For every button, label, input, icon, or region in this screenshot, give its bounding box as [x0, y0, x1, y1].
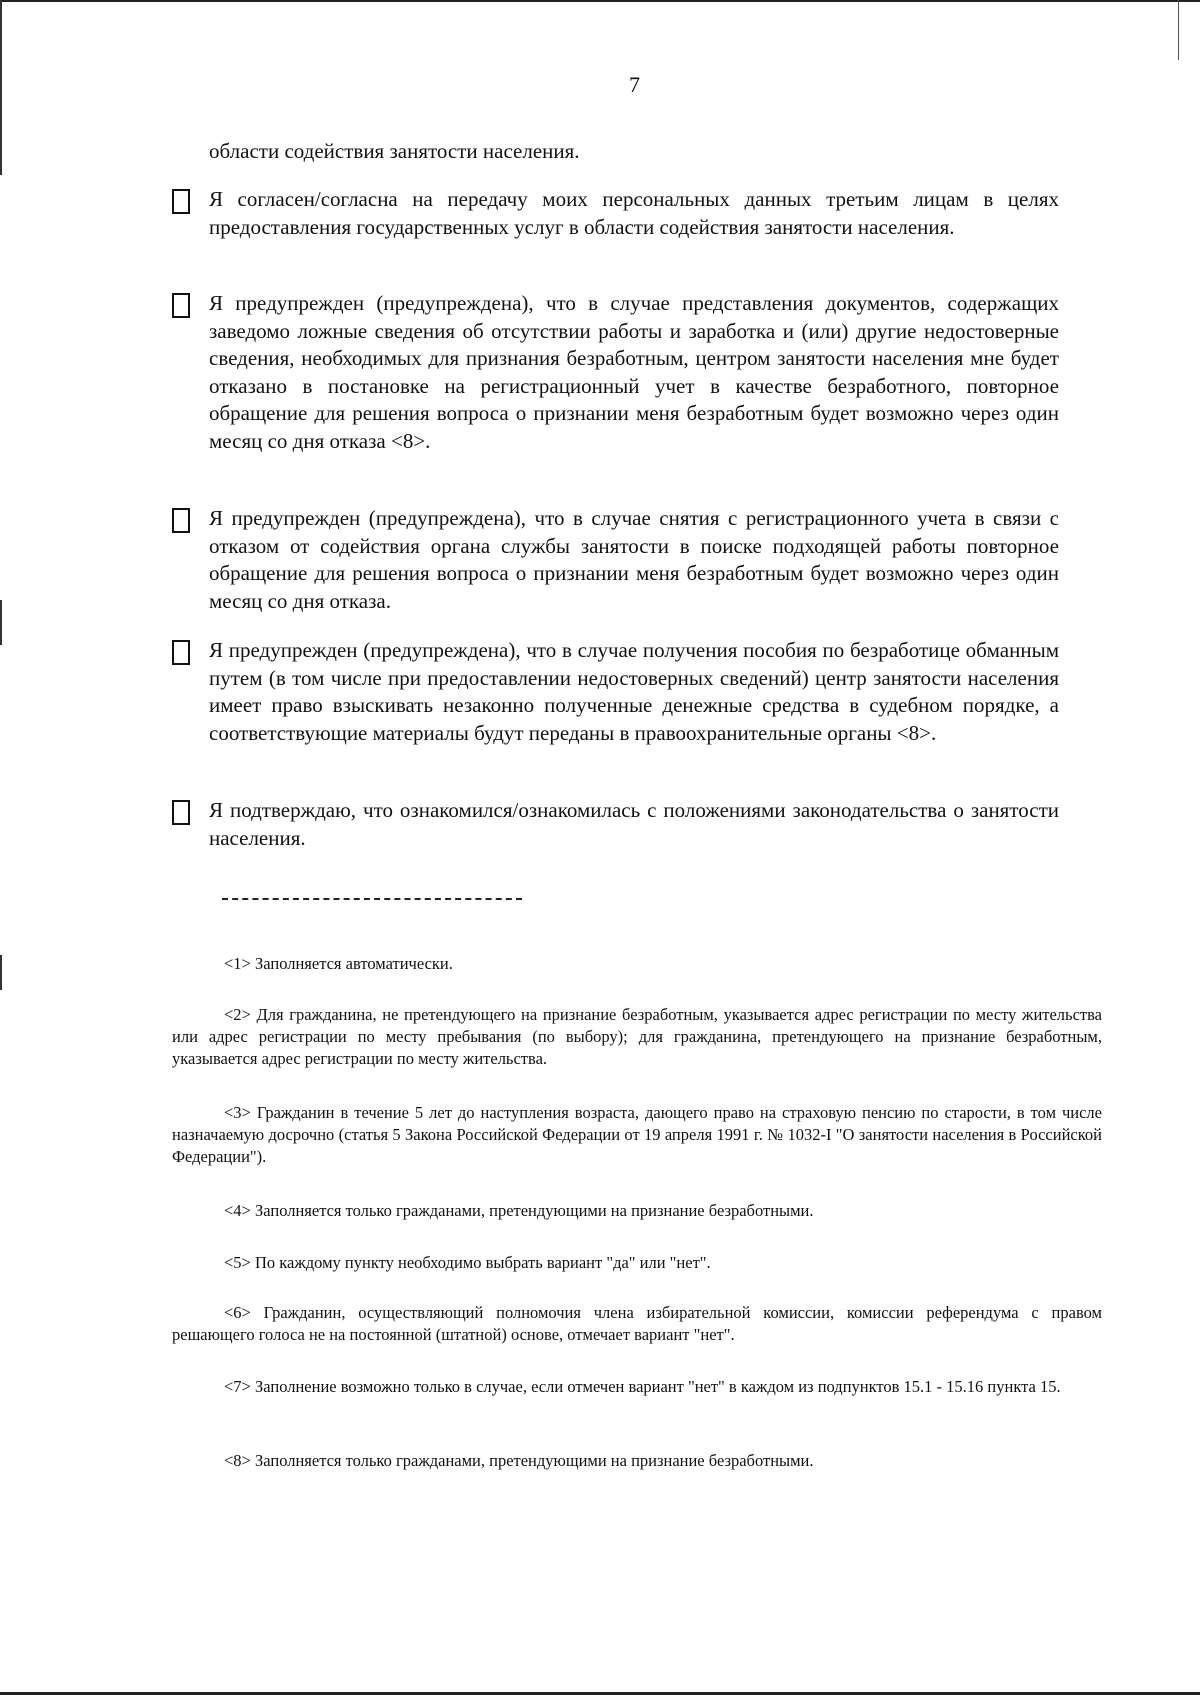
consent-checkbox-1[interactable] — [172, 189, 190, 214]
footnote-4: <4> Заполняется только гражданами, претендующими на признание безработными. — [224, 1201, 814, 1220]
consent-checkbox-3[interactable] — [172, 508, 190, 533]
footnote-7: <7> Заполнение возможно только в случае, если отмечен вариант "нет" в каждом из подпунктов 15.1 - 15.16 пункта 15. — [224, 1377, 1061, 1396]
intro-text: области содействия занятости населения. — [209, 139, 580, 163]
footnote-1: <1> Заполняется автоматически. — [224, 954, 453, 973]
consent-checkbox-5[interactable] — [172, 800, 190, 825]
footnote-6: <6> Гражданин, осуществляющий полномочия члена избирательной комиссии, комиссии референдума с правом решающего голоса не на постоянной (штатной) основе, отмечает вариант "нет". — [172, 1303, 1102, 1344]
scan-margin-mark — [0, 955, 2, 990]
scan-border-right — [1178, 0, 1179, 60]
statement-text-5: Я подтверждаю, что ознакомился/ознакомилась с положениями законодательства о занятости населения. — [209, 798, 1059, 850]
scan-border-top — [0, 0, 1200, 2]
consent-checkbox-2[interactable] — [172, 293, 190, 318]
statement-text-2: Я предупрежден (предупреждена), что в случае представления документов, содержащих заведомо ложные сведения об отсутствии работы и заработка и (или) другие недостоверные сведения, необходимых для признания безработным, центром занятости населения мне будет отказано в постановке на регистрационный учет в качестве безработного, повторное обращение для решения вопроса о признании меня безработным будет возможно через один месяц со дня отказа <8>. — [209, 291, 1059, 453]
footnote-8: <8> Заполняется только гражданами, претендующими на признание безработными. — [224, 1451, 814, 1470]
scan-margin-mark — [0, 0, 2, 175]
scan-border-bottom — [0, 1692, 1200, 1695]
footnote-5: <5> По каждому пункту необходимо выбрать вариант "да" или "нет". — [224, 1253, 711, 1272]
footnote-3: <3> Гражданин в течение 5 лет до наступления возраста, дающего право на страховую пенсию по старости, в том числе назначаемую досрочно (статья 5 Закона Российской Федерации от 19 апреля 1991 г. № 1032-I "О занятости населения в Российской Федерации"). — [172, 1103, 1102, 1166]
consent-checkbox-4[interactable] — [172, 640, 190, 665]
statement-text-1: Я согласен/согласна на передачу моих персональных данных третьим лицам в целях предоставления государственных услуг в области содействия занятости населения. — [209, 187, 1059, 239]
scan-margin-mark — [0, 600, 2, 645]
statement-text-3: Я предупрежден (предупреждена), что в случае снятия с регистрационного учета в связи с отказом от содействия органа службы занятости в поиске подходящей работы повторное обращение для решения вопроса о признании меня безработным будет возможно через один месяц со дня отказа. — [209, 506, 1059, 613]
footnote-separator — [222, 898, 522, 900]
page-number: 7 — [629, 72, 640, 97]
statement-text-4: Я предупрежден (предупреждена), что в случае получения пособия по безработице обманным путем (в том числе при предоставлении недостоверных сведений) центр занятости населения имеет право взыскивать незаконно полученные денежные средства в судебном порядке, а соответствующие материалы будут переданы в правоохранительные органы <8>. — [209, 638, 1059, 745]
footnote-2: <2> Для гражданина, не претендующего на признание безработным, указывается адрес регистрации по месту жительства или адрес регистрации по месту пребывания (по выбору); для гражданина, претендующего на признание безработным, указывается адрес регистрации по месту жительства. — [172, 1005, 1102, 1068]
